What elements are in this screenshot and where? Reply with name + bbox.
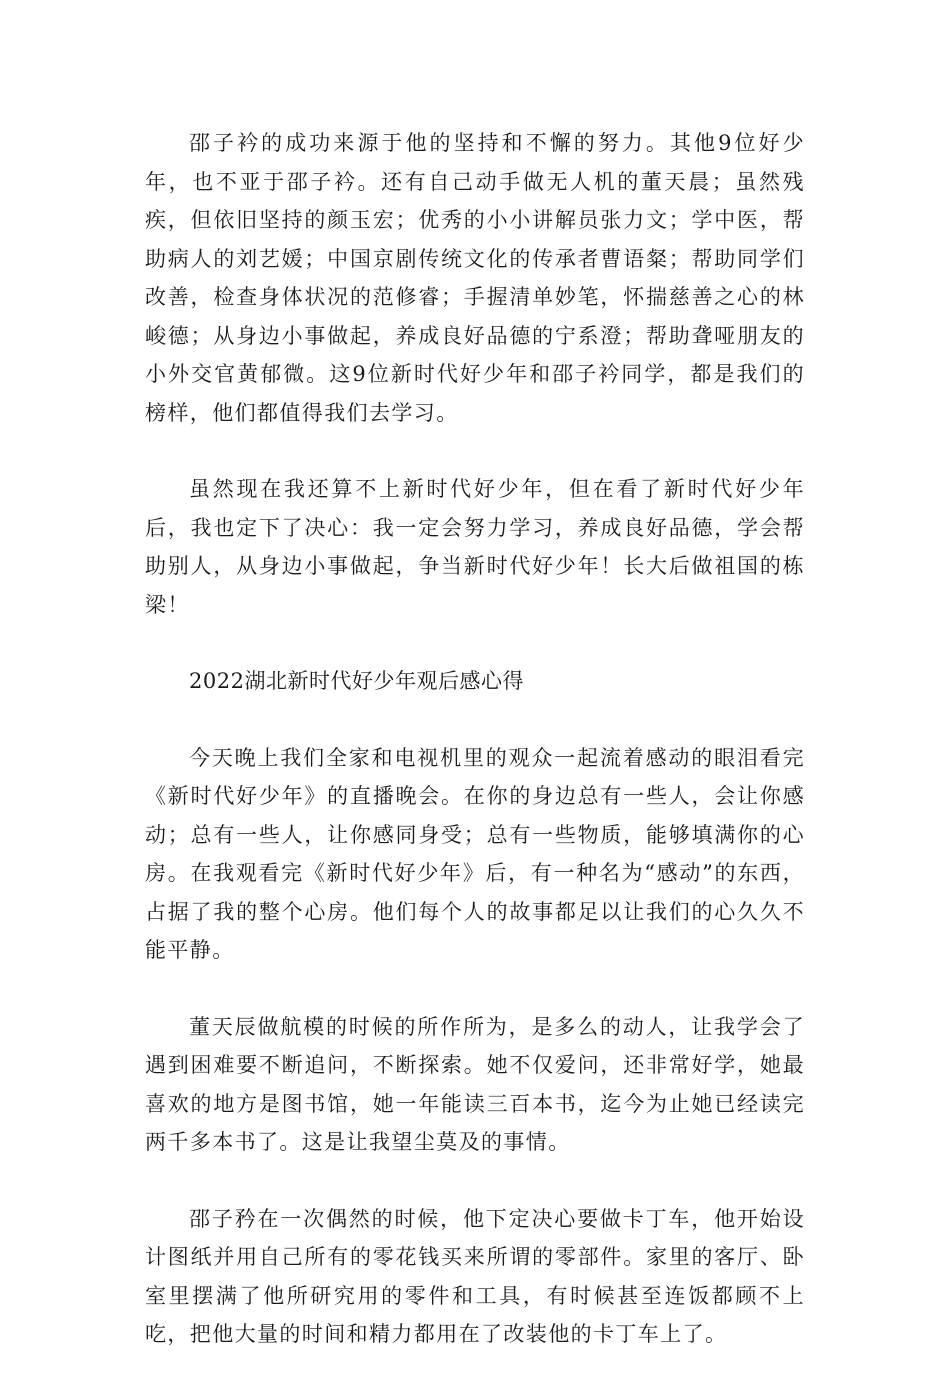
- paragraph-broadcast: 今天晚上我们全家和电视机里的观众一起流着感动的眼泪看完《新时代好少年》的直播晚会。在你的身边总有一些人，会让你感动；总有一些人，让你感同身受；总有一些物质，能够填满你的心房。在我观看完《新时代好少年》后，有一种名为“感动”的东西，占据了我的整个心房。他们每个人的故事都足以让我们的心久久不能平静。: [145, 745, 805, 962]
- paragraph-resolution: 虽然现在我还算不上新时代好少年，但在看了新时代好少年后，我也定下了决心：我一定会努力学习，养成良好品德，学会帮助别人，从身边小事做起，争当新时代好少年！长大后做祖国的栋梁！: [145, 477, 805, 617]
- paragraph-shao-zijin: 邵子矜在一次偶然的时候，他下定决心要做卡丁车，他开始设计图纸并用自己所有的零花钱买来所谓的零部件。家里的客厅、卧室里摆满了他所研究用的零件和工具，有时候甚至连饭都顾不上吃，把他大量的时间和精力都用在了改装他的卡丁车上了。: [145, 1206, 805, 1346]
- document-body: [145, 124, 805, 1392]
- paragraph-dong-tianchen: 董天辰做航模的时候的所作所为，是多么的动人，让我学会了遇到困难要不断追问，不断探索。她不仅爱问，还非常好学，她最喜欢的地方是图书馆，她一年能读三百本书，迄今为止她已经读完两千多本书了。这是让我望尘莫及的事情。: [145, 1014, 805, 1154]
- section-heading: 2022湖北新时代好少年观后感心得: [189, 669, 524, 693]
- paragraph-role-models: 邵子衿的成功来源于他的坚持和不懈的努力。其他9位好少年，也不亚于邵子衿。还有自己动手做无人机的董天晨；虽然残疾，但依旧坚持的颜玉宏；优秀的小小讲解员张力文；学中医，帮助病人的刘艺媛；中国京剧传统文化的传承者曹语粲；帮助同学们改善，检查身体状况的范修睿；手握清单妙笔，怀揣慈善之心的林峻德；从身边小事做起，养成良好品德的宁系澄；帮助聋哑朋友的小外交官黄郁微。这9位新时代好少年和邵子衿同学，都是我们的榜样，他们都值得我们去学习。: [145, 131, 805, 425]
